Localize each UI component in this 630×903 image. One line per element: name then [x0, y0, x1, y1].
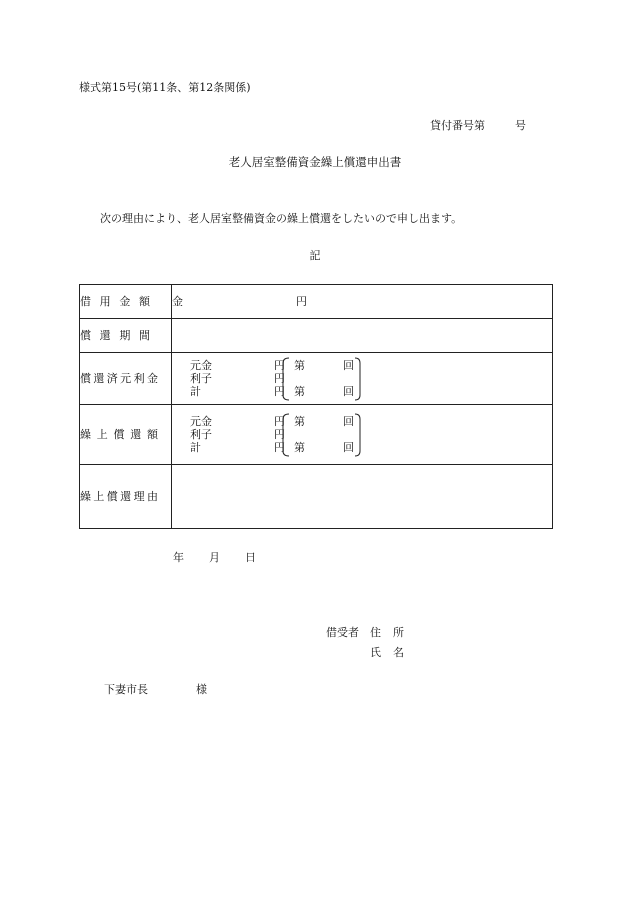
row-prepay [80, 405, 553, 465]
address-label: 住 所 [370, 626, 404, 639]
repaid-line-total: 計 円 [190, 384, 285, 398]
year-label: 年 [173, 551, 184, 564]
row-loan-amount [80, 285, 553, 319]
loan-number-suffix: 号 [515, 119, 526, 132]
loan-number-prefix: 貸付番号第 [430, 119, 485, 132]
label-prepay: 繰 上 償 還 額 [80, 405, 172, 465]
kai-label: 回 [343, 440, 354, 454]
day-label: 日 [245, 551, 256, 564]
dai-label: 第 [294, 358, 305, 372]
repaid-field[interactable] [172, 353, 553, 405]
name-label: 氏 名 [370, 646, 404, 659]
prepay-line-total: 計 円 [190, 440, 285, 454]
reason-field[interactable] [172, 465, 553, 529]
right-brace [354, 413, 364, 457]
form-number: 様式第15号(第11条、第12条関係) [79, 81, 251, 94]
row-reason [80, 465, 553, 529]
left-brace [280, 413, 290, 457]
repaid-line-interest: 利子 円 [190, 371, 285, 385]
label-reason: 繰 上 償 還 理 由 [80, 465, 172, 529]
label-loan-amount: 借 用 金 額 [80, 285, 172, 319]
period-field[interactable] [172, 319, 553, 353]
dai-label: 第 [294, 440, 305, 454]
prepay-line-principal: 元金 円 [190, 414, 285, 428]
application-table [79, 284, 553, 529]
date-line [173, 551, 256, 565]
borrower-label: 借受者 [326, 626, 359, 639]
row-period [80, 319, 553, 353]
right-brace [354, 357, 364, 401]
dai-label: 第 [294, 384, 305, 398]
yen-label: 円 [296, 294, 307, 308]
prepay-line-interest: 利子 円 [190, 427, 285, 441]
kin-label: 金 [172, 294, 183, 308]
label-repaid: 償 還 済 元 利 金 [80, 353, 172, 405]
dai-label: 第 [294, 414, 305, 428]
month-label: 月 [209, 551, 220, 564]
document-title: 老人居室整備資金繰上償還申出書 [228, 155, 402, 169]
left-brace [280, 357, 290, 401]
recipient-honorific: 様 [196, 683, 207, 696]
repaid-line-principal: 元金 円 [190, 358, 285, 372]
body-text: 次の理由により、老人居室整備資金の繰上償還をしたいので申し出ます。 [100, 212, 463, 225]
kai-label: 回 [343, 414, 354, 428]
kai-label: 回 [343, 358, 354, 372]
recipient-mayor: 下妻市長 [104, 683, 148, 696]
prepay-field[interactable] [172, 405, 553, 465]
loan-amount-field[interactable] [172, 285, 553, 319]
kai-label: 回 [343, 384, 354, 398]
row-repaid [80, 353, 553, 405]
ki-mark: 記 [309, 249, 321, 262]
loan-number [430, 119, 526, 133]
label-period: 償 還 期 間 [80, 319, 172, 353]
